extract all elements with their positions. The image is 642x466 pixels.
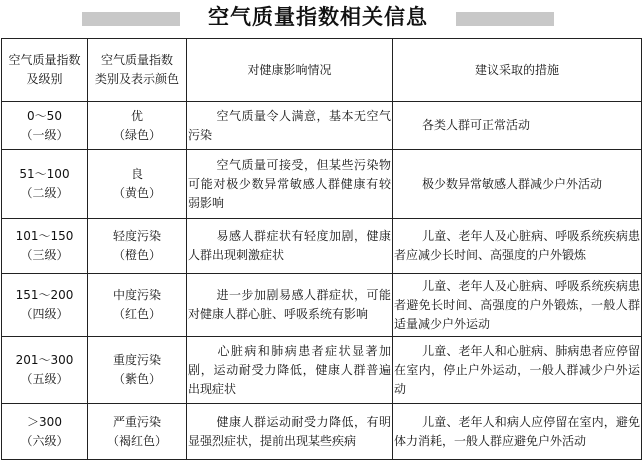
health-impact-text: 易感人群症状有轻度加剧，健康人群出现刺激症状 (188, 229, 391, 262)
table-row (2, 404, 642, 460)
advice-text: 极少数异常敏感人群减少户外活动 (422, 176, 603, 191)
advice-cell (393, 337, 642, 404)
advice-text: 儿童、老年人及心脏病、呼吸系统疾病患者避免长时间、高强度的户外锻炼，一般人群适量减少户外运动 (394, 278, 640, 331)
category-name: 中度污染 (112, 288, 161, 302)
category-name: 优 (130, 108, 143, 123)
aqi-range: 151～200 (15, 288, 74, 302)
title-decor-bar-left (82, 12, 180, 26)
advice-cell (393, 150, 642, 219)
aqi-range-cell (2, 102, 88, 150)
health-impact-cell (187, 404, 393, 460)
health-impact-text: 健康人群运动耐受力降低，有明显强烈症状，提前出现某些疾病 (188, 414, 391, 448)
aqi-range: 0～50 (27, 108, 62, 123)
aqi-range-cell (2, 404, 88, 460)
table-header-row (2, 39, 642, 102)
table-row (2, 337, 642, 404)
health-impact-text: 心脏病和肺病患者症状显著加剧，运动耐受力降低，健康人群普遍出现症状 (188, 343, 391, 396)
health-impact-text: 空气质量可接受，但某些污染物可能对极少数异常敏感人群健康有较弱影响 (188, 157, 391, 210)
title-row (0, 0, 642, 38)
category-cell (88, 274, 187, 337)
category-name: 轻度污染 (112, 229, 161, 243)
category-color: （褐红色） (106, 433, 167, 448)
aqi-range-cell (2, 219, 88, 274)
aqi-level: （二级） (20, 186, 69, 200)
header-aqi-level (2, 39, 88, 102)
advice-cell (393, 219, 642, 274)
aqi-range: 51～100 (19, 167, 70, 181)
aqi-level: （五级） (20, 372, 69, 386)
advice-text: 儿童、老年人和病人应停留在室内，避免体力消耗，一般人群应避免户外活动 (394, 414, 640, 448)
aqi-level: （六级） (20, 433, 69, 448)
health-impact-text: 空气质量令人满意，基本无空气污染 (188, 108, 391, 142)
category-name: 良 (130, 167, 143, 181)
health-impact-cell (187, 274, 393, 337)
health-impact-cell (187, 337, 393, 404)
aqi-range-cell (2, 150, 88, 219)
category-cell (88, 337, 187, 404)
aqi-range-cell (2, 337, 88, 404)
aqi-level: （三级） (20, 248, 69, 262)
category-name: 重度污染 (112, 353, 161, 367)
aqi-range-cell (2, 274, 88, 337)
advice-text: 儿童、老年人及心脏病、呼吸系统疾病患者应减少长时间、高强度的户外锻炼 (394, 229, 640, 262)
title-decor-bar-right (456, 12, 554, 26)
table-row (2, 102, 642, 150)
aqi-level: （四级） (20, 307, 69, 321)
table-row (2, 150, 642, 219)
category-name: 严重污染 (112, 414, 161, 429)
header-category-color (88, 39, 187, 102)
category-cell (88, 219, 187, 274)
header-category-line2: 类别及表示颜色 (94, 72, 179, 86)
category-color: （绿色） (112, 127, 161, 142)
header-health-impact: 对健康影响情况 (187, 39, 393, 102)
aqi-range: 201～300 (15, 353, 74, 367)
header-aqi-level-line2: 及级别 (26, 72, 63, 86)
advice-cell (393, 404, 642, 460)
aqi-level: （一级） (20, 127, 69, 142)
category-color: （红色） (112, 307, 161, 321)
advice-cell (393, 274, 642, 337)
advice-text: 儿童、老年人和心脏病、肺病患者应停留在室内，停止户外运动，一般人群减少户外运动 (394, 343, 640, 396)
header-category-line1: 空气质量指数 (100, 53, 173, 67)
aqi-range: 101～150 (15, 229, 74, 243)
aqi-table (1, 38, 642, 460)
header-advice: 建议采取的措施 (393, 39, 642, 102)
table-row (2, 219, 642, 274)
category-cell (88, 150, 187, 219)
health-impact-cell (187, 102, 393, 150)
health-impact-cell (187, 150, 393, 219)
health-impact-text: 进一步加剧易感人群症状，可能对健康人群心脏、呼吸系统有影响 (188, 288, 391, 321)
table-row (2, 274, 642, 337)
advice-cell (393, 102, 642, 150)
health-impact-cell (187, 219, 393, 274)
advice-text: 各类人群可正常活动 (422, 118, 531, 132)
category-color: （紫色） (112, 372, 161, 386)
page-title: 空气质量指数相关信息 (208, 5, 428, 29)
aqi-range: ＞300 (27, 414, 62, 429)
category-color: （黄色） (112, 186, 161, 200)
category-cell (88, 404, 187, 460)
category-color: （橙色） (112, 248, 161, 262)
category-cell (88, 102, 187, 150)
header-aqi-level-line1: 空气质量指数 (8, 53, 81, 67)
